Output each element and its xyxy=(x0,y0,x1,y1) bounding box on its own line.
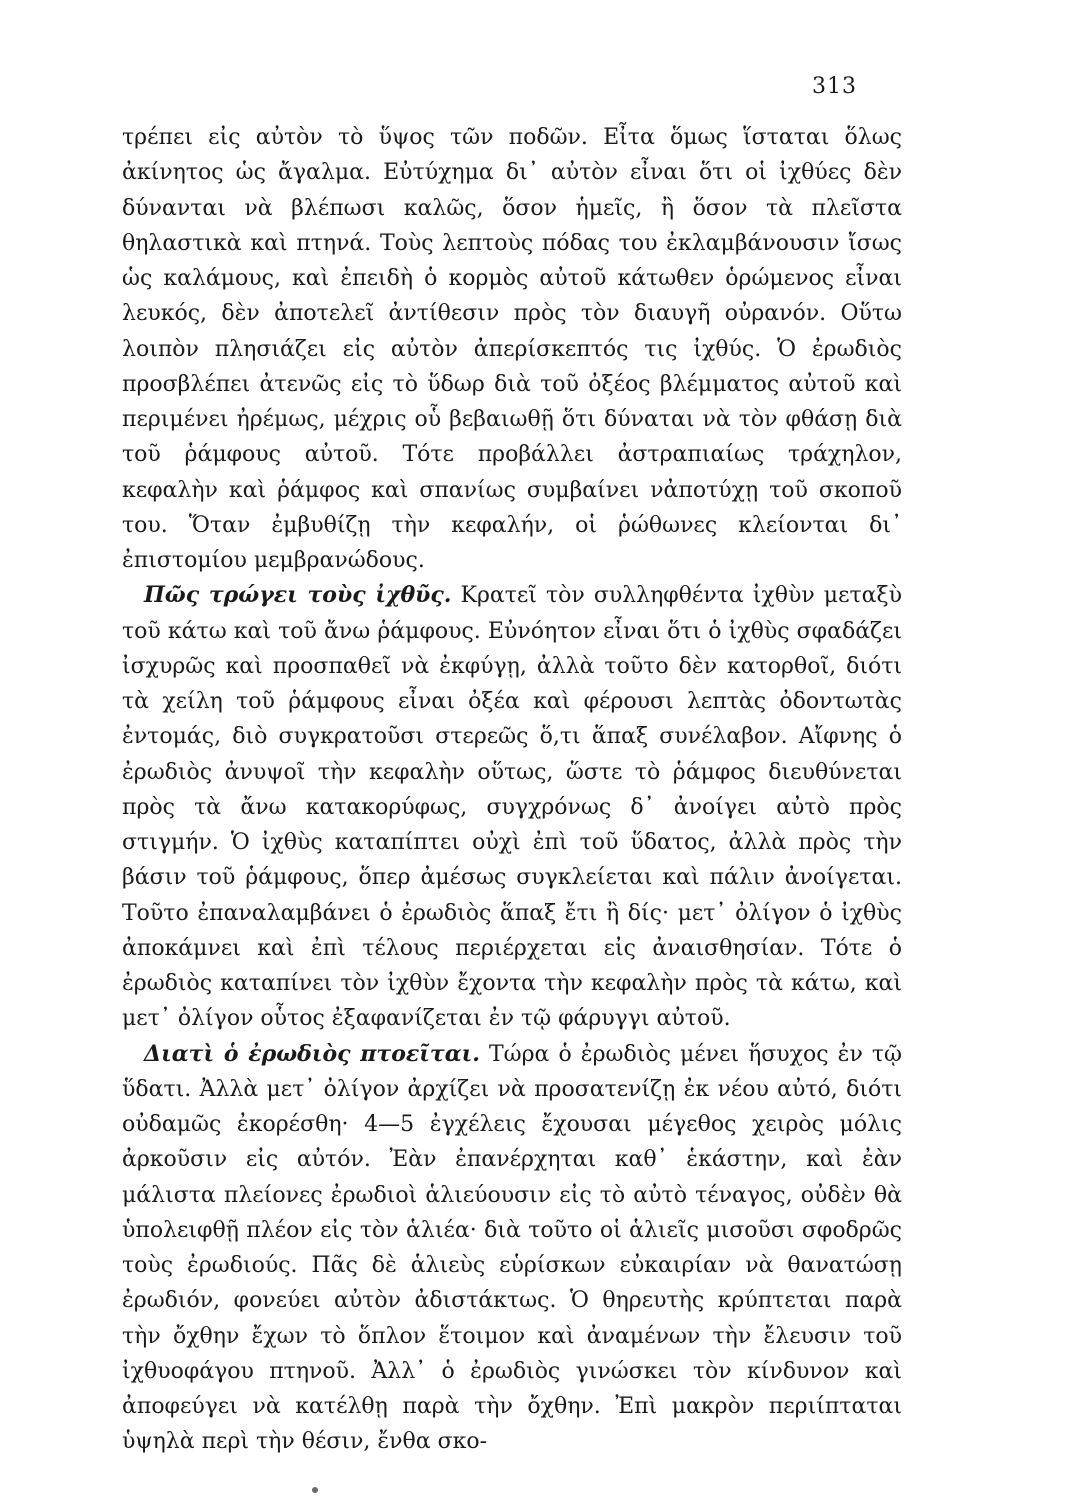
body-text xyxy=(122,120,902,1460)
paragraph-1 xyxy=(122,120,902,578)
paragraph-2-text: Κρατεῖ τὸν συλληφθέντα ἰχθὺν μεταξὺ τοῦ κάτω καὶ τοῦ ἄνω ῥάμφους. Εὐνόητον εἶναι ὅτι ὁ ἰχθὺς σφαδάζει ἰσχυρῶς καὶ προσπαθεῖ νὰ ἐκφύγῃ, ἀλλὰ τοῦτο δὲν κατορθοῖ, διότι τὰ χείλη τοῦ ῥάμφους εἶναι ὀξέα καὶ φέρουσι λεπτὰς ὀδοντωτὰς ἐντομάς, διὸ συγκρατοῦσι στερεῶς ὅ,τι ἅπαξ συνέλαβον. Αἴφνης ὁ ἐρωδιὸς ἀνυψοῖ τὴν κεφαλὴν οὕτως, ὥστε τὸ ῥάμφος διευθύνεται πρὸς τὰ ἄνω κατακορύφως, συγχρόνως δ᾽ ἀνοίγει αὐτὸ πρὸς στιγμήν. Ὁ ἰχθὺς καταπίπτει οὐχὶ ἐπὶ τοῦ ὕδατος, ἀλλὰ πρὸς τὴν βάσιν τοῦ ῥάμφους, ὅπερ ἀμέσως συγκλείεται καὶ πάλιν ἀνοίγεται. Τοῦτο ἐπαναλαμβάνει ὁ ἐρωδιὸς ἅπαξ ἔτι ἢ δίς· μετ᾽ ὀλίγον ὁ ἰχθὺς ἀποκάμνει καὶ ἐπὶ τέλους περιέρχεται εἰς ἀναισθησίαν. Τότε ὁ ἐρωδιὸς καταπίνει τὸν ἰχθὺν ἔχοντα τὴν κεφαλὴν πρὸς τὰ κάτω, καὶ μετ᾽ ὀλίγον οὗτος ἐξαφανίζεται ἐν τῷ φάρυγγι αὐτοῦ. xyxy=(122,583,902,1032)
page-mark xyxy=(312,1487,318,1493)
paragraph-3 xyxy=(122,1037,902,1460)
paragraph-3-text: Τώρα ὁ ἐρωδιὸς μένει ἥσυχος ἐν τῷ ὕδατι. Ἀλλὰ μετ᾽ ὀλίγον ἀρχίζει νὰ προσατενίζῃ ἐκ νέου αὐτό, διότι οὐδαμῶς ἐκορέσθη· 4—5 ἐγχέλεις ἔχουσαι μέγεθος χειρὸς μόλις ἀρκοῦσιν εἰς αὐτόν. Ἐὰν ἐπανέρχηται καθ᾽ ἑκάστην, καὶ ἐὰν μάλιστα πλείονες ἐρωδιοὶ ἁλιεύουσιν εἰς τὸ αὐτὸ τέναγος, οὐδὲν θὰ ὑπολειφθῇ πλέον εἰς τὸν ἁλιέα· διὰ τοῦτο οἱ ἁλιεῖς μισοῦσι σφοδρῶς τοὺς ἐρωδιούς. Πᾶς δὲ ἁλιεὺς εὑρίσκων εὐκαιρίαν νὰ θανατώσῃ ἐρωδιόν, φονεύει αὐτὸν ἀδιστάκτως. Ὁ θηρευτὴς κρύπτεται παρὰ τὴν ὄχθην ἔχων τὸ ὅπλον ἕτοιμον καὶ ἀναμένων τὴν ἔλευσιν τοῦ ἰχθυοφάγου πτηνοῦ. Ἀλλ᾽ ὁ ἐρωδιὸς γινώσκει τὸν κίνδυνον καὶ ἀποφεύγει νὰ κατέλθῃ παρὰ τὴν ὄχθην. Ἐπὶ μακρὸν περιίπταται ὑψηλὰ περὶ τὴν θέσιν, ἔνθα σκο- xyxy=(122,1041,902,1455)
paragraph-1-text: τρέπει εἰς αὐτὸν τὸ ὕψος τῶν ποδῶν. Εἶτα ὅμως ἵσταται ὅλως ἀκίνητος ὡς ἄγαλμα. Εὐτύχημα δι᾽ αὐτὸν εἶναι ὅτι οἱ ἰχθύες δὲν δύνανται νὰ βλέπωσι καλῶς, ὅσον ἡμεῖς, ἢ ὅσον τὰ πλεῖστα θηλαστικὰ καὶ πτηνά. Τοὺς λεπτοὺς πόδας του ἐκλαμβάνουσιν ἴσως ὡς καλάμους, καὶ ἐπειδὴ ὁ κορμὸς αὐτοῦ κάτωθεν ὁρώμενος εἶναι λευκός, δὲν ἀποτελεῖ ἀντίθεσιν πρὸς τὸν διαυγῆ οὐρανόν. Οὕτω λοιπὸν πλησιάζει εἰς αὐτὸν ἀπερίσκεπτός τις ἰχθύς. Ὁ ἐρωδιὸς προσβλέπει ἀτενῶς εἰς τὸ ὕδωρ διὰ τοῦ ὀξέος βλέμματος αὐτοῦ καὶ περιμένει ἠρέμως, μέχρις οὗ βεβαιωθῇ ὅτι δύναται νὰ τὸν φθάσῃ διὰ τοῦ ῥάμφους αὐτοῦ. Τότε προβάλλει ἀστραπιαίως τράχηλον, κεφαλὴν καὶ ῥάμφος καὶ σπανίως συμβαίνει νἀποτύχῃ τοῦ σκοποῦ του. Ὅταν ἐμβυθίζῃ τὴν κεφαλήν, οἱ ῥώθωνες κλείονται δι᾽ ἐπιστομίου μεμβρανώδους. xyxy=(122,125,902,573)
section-heading-how-it-eats: Πῶς τρώγει τοὺς ἰχθῦς. xyxy=(144,582,452,609)
section-heading-why-frightened: Διατὶ ὁ ἐρωδιὸς πτοεῖται. xyxy=(144,1040,480,1067)
page-number: 313 xyxy=(812,74,857,99)
paragraph-2 xyxy=(122,578,902,1036)
